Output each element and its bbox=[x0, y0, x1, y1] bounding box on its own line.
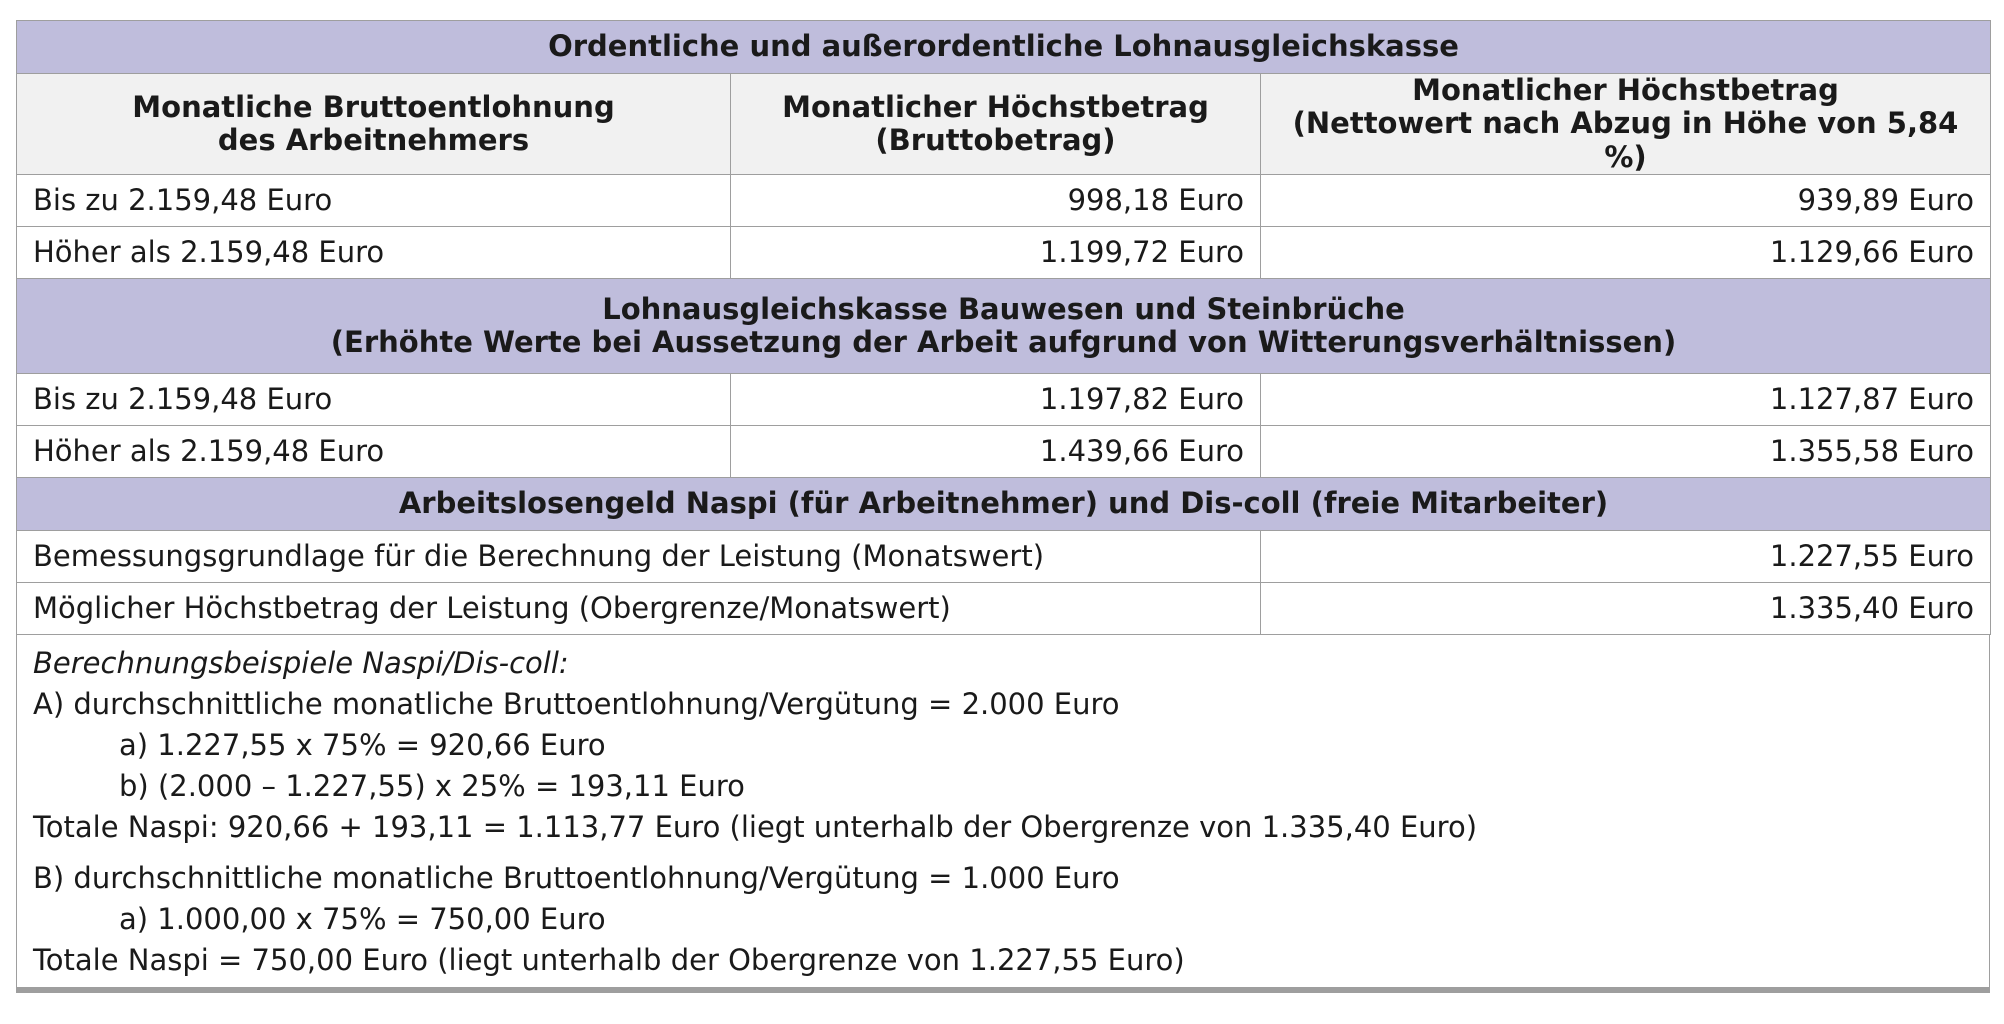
column-header-row bbox=[17, 74, 1991, 175]
row-gross-value: 1.197,82 Euro bbox=[731, 374, 1261, 426]
section1-title: Ordentliche und außerordentliche Lohnausgleichskasse bbox=[17, 21, 1991, 74]
column-header-max-net-line1: Monatlicher Höchstbetrag bbox=[1412, 73, 1839, 107]
example-a-heading: A) durchschnittliche monatliche Bruttoentlohnung/Vergütung = 2.000 Euro bbox=[33, 687, 1120, 722]
benefit-table bbox=[16, 20, 1991, 635]
row-net-value: 939,89 Euro bbox=[1261, 175, 1991, 227]
table-row bbox=[17, 531, 1991, 583]
column-header-gross-pay-line1: Monatliche Bruttoentlohnung bbox=[132, 89, 615, 124]
table-row bbox=[17, 227, 1991, 279]
example-spacer bbox=[33, 848, 1973, 858]
row-gross-value: 1.199,72 Euro bbox=[731, 227, 1261, 279]
row-label: Bis zu 2.159,48 Euro bbox=[17, 374, 731, 426]
row-net-value: 1.129,66 Euro bbox=[1261, 227, 1991, 279]
column-header-gross-pay-line2: des Arbeitnehmers bbox=[217, 123, 530, 158]
section2-title-line1: Lohnausgleichskasse Bauwesen und Steinbrüche bbox=[602, 291, 1405, 326]
section3-header-row bbox=[17, 478, 1991, 531]
row-label: Bemessungsgrundlage für die Berechnung der Leistung (Monatswert) bbox=[17, 531, 1261, 583]
row-label: Bis zu 2.159,48 Euro bbox=[17, 175, 731, 227]
column-header-gross-pay bbox=[17, 74, 731, 175]
table-row bbox=[17, 583, 1991, 635]
examples-title: Berechnungsbeispiele Naspi/Dis-coll: bbox=[33, 646, 569, 681]
row-label: Höher als 2.159,48 Euro bbox=[17, 426, 731, 478]
column-header-max-gross bbox=[731, 74, 1261, 175]
column-header-max-net bbox=[1261, 74, 1991, 175]
benefit-table-document bbox=[16, 20, 1990, 993]
column-header-max-gross-line2: (Bruttobetrag) bbox=[875, 123, 1116, 158]
row-value: 1.335,40 Euro bbox=[1261, 583, 1991, 635]
column-header-max-gross-line1: Monatlicher Höchstbetrag bbox=[782, 89, 1209, 124]
row-value: 1.227,55 Euro bbox=[1261, 531, 1991, 583]
row-gross-value: 998,18 Euro bbox=[731, 175, 1261, 227]
section2-header-row bbox=[17, 279, 1991, 374]
example-b-heading: B) durchschnittliche monatliche Bruttoentlohnung/Vergütung = 1.000 Euro bbox=[33, 861, 1120, 896]
column-header-max-net-line2: (Nettowert nach Abzug in Höhe von 5,84 %) bbox=[1292, 106, 1959, 174]
row-net-value: 1.127,87 Euro bbox=[1261, 374, 1991, 426]
section1-header-row bbox=[17, 21, 1991, 74]
example-a-total: Totale Naspi: 920,66 + 193,11 = 1.113,77 Euro (liegt unterhalb der Obergrenze von 1.335,40 Euro) bbox=[33, 810, 1478, 845]
table-row bbox=[17, 175, 1991, 227]
section2-title-line2: (Erhöhte Werte bei Aussetzung der Arbeit aufgrund von Witterungsverhältnissen) bbox=[330, 325, 1677, 360]
example-b-total: Totale Naspi = 750,00 Euro (liegt unterhalb der Obergrenze von 1.227,55 Euro) bbox=[33, 943, 1185, 978]
example-a-step-b: b) (2.000 – 1.227,55) x 25% = 193,11 Euro bbox=[119, 769, 745, 804]
calculation-examples bbox=[16, 635, 1990, 993]
example-b-step-a: a) 1.000,00 x 75% = 750,00 Euro bbox=[119, 902, 606, 937]
section2-title bbox=[17, 279, 1991, 374]
row-net-value: 1.355,58 Euro bbox=[1261, 426, 1991, 478]
row-label: Höher als 2.159,48 Euro bbox=[17, 227, 731, 279]
table-row bbox=[17, 374, 1991, 426]
table-row bbox=[17, 426, 1991, 478]
example-a-step-a: a) 1.227,55 x 75% = 920,66 Euro bbox=[119, 728, 606, 763]
section3-title: Arbeitslosengeld Naspi (für Arbeitnehmer) und Dis-coll (freie Mitarbeiter) bbox=[17, 478, 1991, 531]
row-label: Möglicher Höchstbetrag der Leistung (Obergrenze/Monatswert) bbox=[17, 583, 1261, 635]
row-gross-value: 1.439,66 Euro bbox=[731, 426, 1261, 478]
